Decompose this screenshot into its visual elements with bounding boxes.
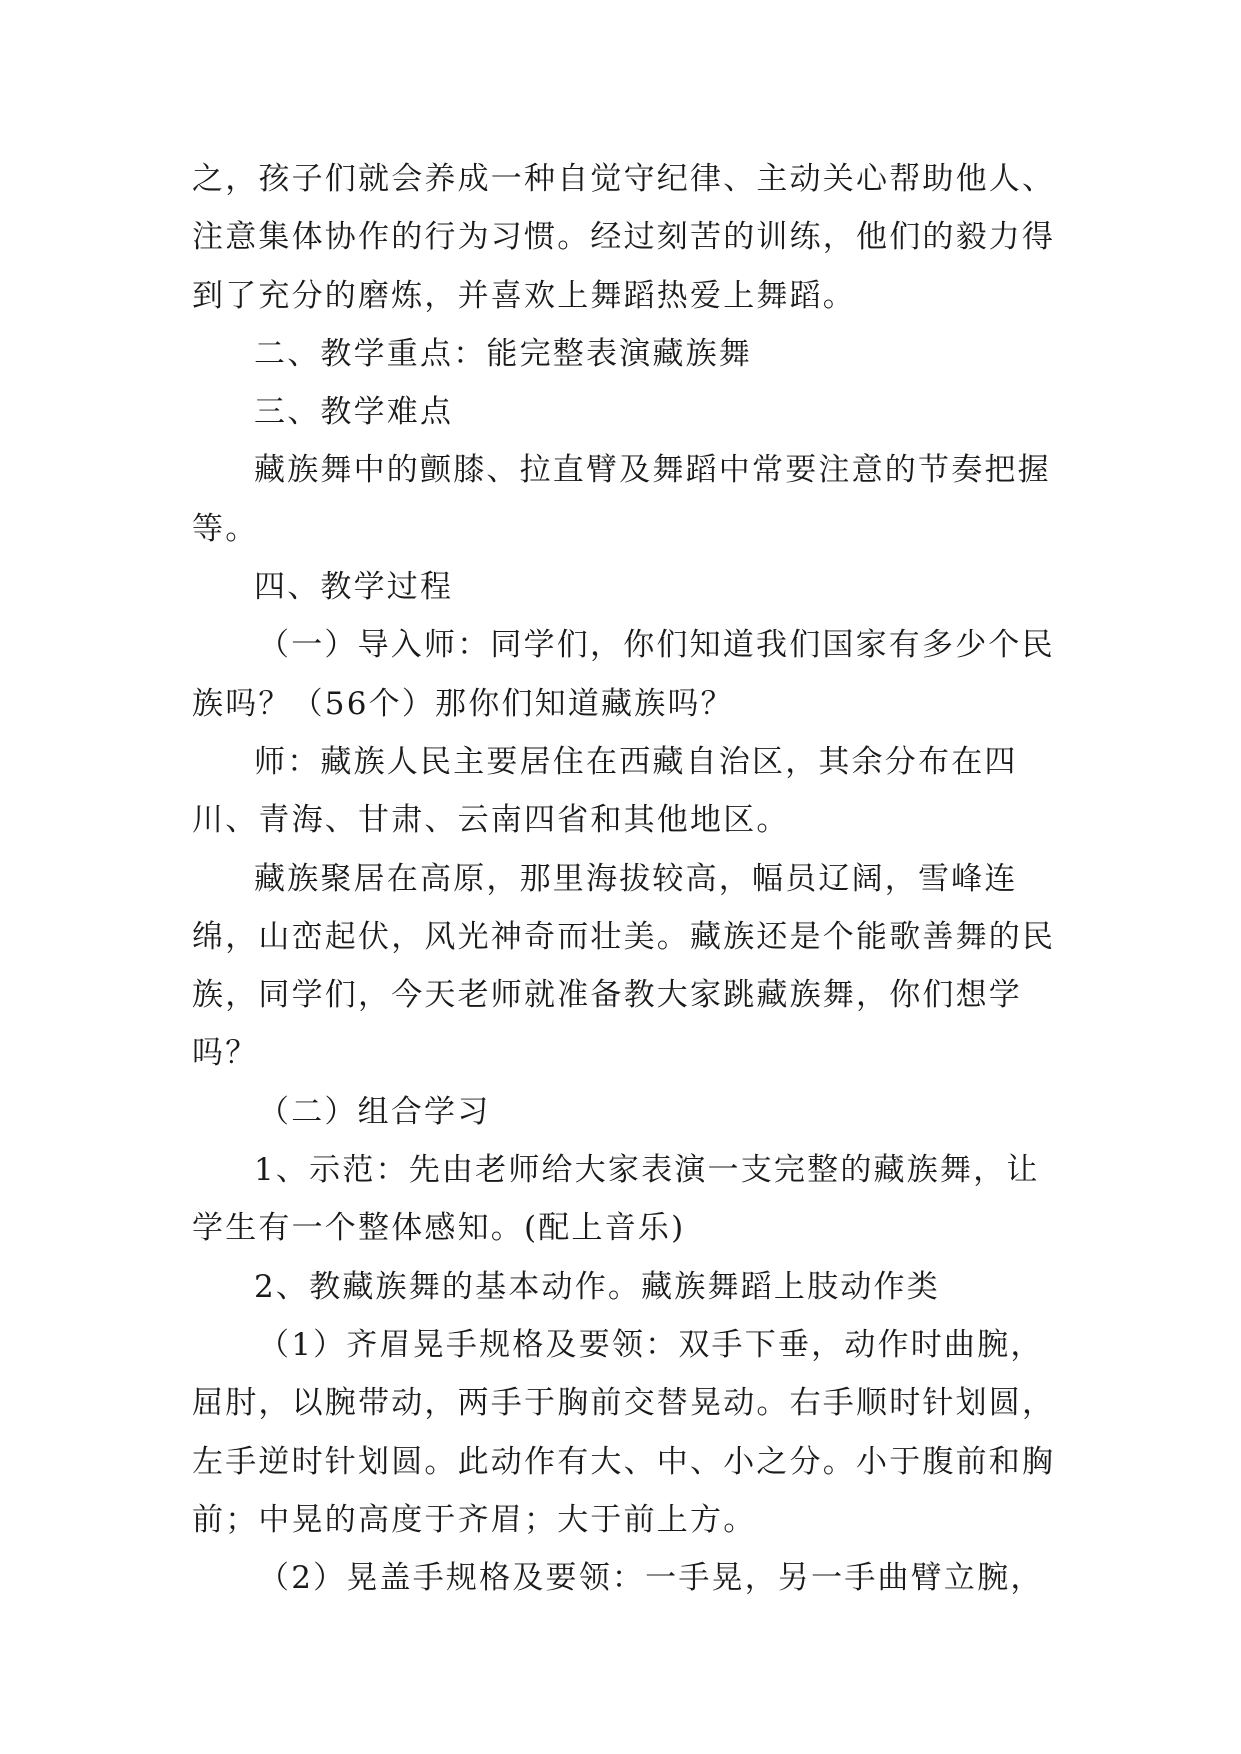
- paragraph-introduction: （一）导入师：同学们，你们知道我们国家有多少个民族吗？（56个）那你们知道藏族吗？: [192, 627, 1055, 722]
- paragraph-difficulty-detail: 藏族舞中的颤膝、拉直臂及舞蹈中常要注意的节奏把握等。: [192, 452, 1051, 547]
- paragraph-movement-2: （2）晃盖手规格及要领：一手晃，另一手曲臂立腕，: [258, 1560, 1044, 1597]
- heading-teaching-process: 四、教学过程: [254, 569, 454, 606]
- paragraph-continuation: 之，孩子们就会养成一种自觉守纪律、主动关心帮助他人、注意集体协作的行为习惯。经过刻苦的训练，他们的毅力得到了充分的磨炼，并喜欢上舞蹈热爱上舞蹈。: [192, 161, 1056, 314]
- paragraph-movement-1: （1）齐眉晃手规格及要领：双手下垂，动作时曲腕，屈肘，以腕带动，两手于胸前交替晃动。右手顺时针划圆，左手逆时针划圆。此动作有大、中、小之分。小于腹前和胸前；中晃的高度于齐眉；大于前上方。: [192, 1326, 1056, 1538]
- heading-combination-learning: （二）组合学习: [258, 1093, 491, 1130]
- paragraph-tibetan-plateau: 藏族聚居在高原，那里海拔较高，幅员辽阔，雪峰连绵，山峦起伏，风光神奇而壮美。藏族还是个能歌善舞的民族，同学们，今天老师就准备教大家跳藏族舞，你们想学吗？: [192, 860, 1056, 1072]
- paragraph-basic-movements: 2、教藏族舞的基本动作。藏族舞蹈上肢动作类: [254, 1268, 940, 1305]
- document-body: [192, 150, 1072, 1607]
- heading-teaching-focus: 二、教学重点：能完整表演藏族舞: [254, 335, 752, 372]
- paragraph-demonstration: 1、示范：先由老师给大家表演一支完整的藏族舞，让学生有一个整体感知。(配上音乐): [192, 1152, 1040, 1247]
- heading-teaching-difficulty: 三、教学难点: [254, 394, 454, 431]
- paragraph-tibetan-residence: 师：藏族人民主要居住在西藏自治区，其余分布在四川、青海、甘肃、云南四省和其他地区。: [192, 743, 1018, 839]
